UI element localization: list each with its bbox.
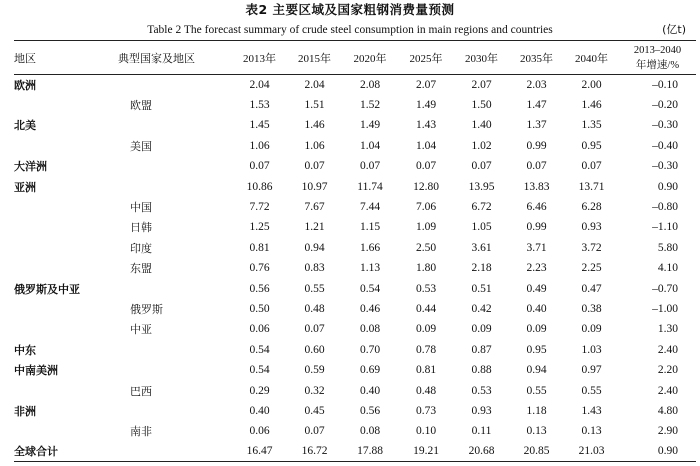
value-cell: 0.81 <box>249 241 270 254</box>
growth-cell: –0.10 <box>652 78 678 91</box>
value-cell: 1.80 <box>415 262 437 275</box>
value-cell: 0.88 <box>471 364 492 377</box>
growth-cell: –0.40 <box>652 139 678 152</box>
value-cell: 2.50 <box>415 241 437 254</box>
table-row <box>14 197 696 217</box>
year-column-header: 2035年 <box>509 41 564 75</box>
subregion-cell <box>118 360 232 380</box>
table-row <box>14 278 696 298</box>
growth-header-line2: 年增速/% <box>635 59 680 71</box>
value-cell: 1.53 <box>249 99 270 112</box>
value-cell: 0.13 <box>581 425 602 438</box>
value-cell: 2.00 <box>581 78 602 91</box>
value-cell: 6.46 <box>526 201 547 214</box>
value-cell: 0.29 <box>249 384 270 397</box>
value-cell: 0.51 <box>471 282 492 295</box>
table-row <box>14 421 696 441</box>
subregion-cell: 巴西 <box>130 384 152 398</box>
value-cell: 1.66 <box>359 241 381 254</box>
value-cell: 10.97 <box>301 180 328 193</box>
subregion-cell <box>118 176 232 196</box>
value-cell: 1.49 <box>359 119 381 132</box>
value-cell: 1.04 <box>359 139 381 152</box>
table-row <box>14 95 696 115</box>
table-body <box>14 75 696 462</box>
value-cell: 0.32 <box>304 384 325 397</box>
value-cell: 0.55 <box>304 282 325 295</box>
region-cell <box>14 95 118 115</box>
growth-cell: 2.40 <box>657 384 678 397</box>
value-cell: 0.48 <box>415 384 437 397</box>
value-cell: 0.08 <box>359 425 381 438</box>
subregion-cell <box>118 340 232 360</box>
subregion-cell <box>118 401 232 421</box>
value-cell: 0.44 <box>415 302 437 315</box>
table-row <box>14 442 696 462</box>
table-row <box>14 360 696 380</box>
growth-cell: 2.40 <box>657 343 678 356</box>
region-cell: 俄罗斯及中亚 <box>14 282 80 296</box>
growth-cell: –1.00 <box>652 302 678 315</box>
subregion-cell <box>118 115 232 135</box>
region-cell: 中东 <box>14 343 36 357</box>
value-cell: 1.06 <box>249 139 270 152</box>
year-column-header: 2013年 <box>232 41 287 75</box>
growth-cell: 4.80 <box>657 404 678 417</box>
subregion-cell: 东盟 <box>130 262 152 276</box>
value-cell: 1.18 <box>526 404 547 417</box>
region-cell: 亚洲 <box>14 180 36 194</box>
table-row <box>14 115 696 135</box>
region-cell <box>14 319 118 339</box>
region-cell: 北美 <box>14 119 36 133</box>
table-row <box>14 319 696 339</box>
value-cell: 1.35 <box>581 119 602 132</box>
growth-cell: 0.90 <box>619 442 696 462</box>
value-cell: 0.53 <box>415 282 437 295</box>
value-cell: 0.87 <box>471 343 492 356</box>
value-cell: 7.67 <box>304 201 325 214</box>
value-cell: 0.53 <box>471 384 492 397</box>
value-cell: 0.07 <box>415 160 437 173</box>
growth-header-line1: 2013–2040 <box>633 44 682 56</box>
table-row <box>14 176 696 196</box>
value-cell: 6.28 <box>581 201 602 214</box>
value-cell: 1.43 <box>581 404 602 417</box>
value-cell: 0.54 <box>249 364 270 377</box>
year-column-header: 2025年 <box>398 41 454 75</box>
value-cell: 0.10 <box>415 425 437 438</box>
value-cell: 21.03 <box>564 442 619 462</box>
value-cell: 0.07 <box>581 160 602 173</box>
value-cell: 1.13 <box>359 262 381 275</box>
value-cell: 0.09 <box>526 323 547 336</box>
growth-cell: –0.30 <box>652 119 678 132</box>
value-cell: 0.48 <box>304 302 325 315</box>
value-cell: 1.02 <box>471 139 492 152</box>
value-cell: 1.52 <box>359 99 381 112</box>
value-cell: 0.54 <box>249 343 270 356</box>
value-cell: 0.07 <box>526 160 547 173</box>
value-cell: 1.37 <box>526 119 547 132</box>
subregion-cell: 中国 <box>130 201 152 215</box>
region-cell <box>14 421 118 441</box>
value-cell: 7.06 <box>415 201 437 214</box>
value-cell: 11.74 <box>357 180 383 193</box>
value-cell: 2.07 <box>415 78 437 91</box>
value-cell: 0.08 <box>359 323 381 336</box>
value-cell: 0.07 <box>359 160 381 173</box>
value-cell: 1.06 <box>304 139 325 152</box>
value-cell: 0.69 <box>359 364 381 377</box>
value-cell: 0.40 <box>359 384 381 397</box>
growth-column-header <box>619 41 696 75</box>
region-cell <box>14 238 118 258</box>
unit-label: (亿t) <box>662 23 686 36</box>
value-cell: 1.09 <box>415 221 437 234</box>
value-cell: 0.56 <box>359 404 381 417</box>
value-cell: 0.42 <box>471 302 492 315</box>
value-cell: 1.49 <box>415 99 437 112</box>
year-column-header: 2030年 <box>454 41 509 75</box>
growth-cell: –1.10 <box>652 221 678 234</box>
value-cell: 1.50 <box>471 99 492 112</box>
value-cell: 0.70 <box>359 343 381 356</box>
subregion-cell: 南非 <box>130 425 152 439</box>
value-cell: 0.13 <box>526 425 547 438</box>
subregion-cell <box>118 442 232 462</box>
value-cell: 0.40 <box>526 302 547 315</box>
value-cell: 0.93 <box>581 221 602 234</box>
value-cell: 17.88 <box>342 442 398 462</box>
value-cell: 10.86 <box>246 180 273 193</box>
value-cell: 16.47 <box>232 442 287 462</box>
subregion-cell <box>118 278 232 298</box>
table-title-cn: 表2 主要区域及国家粗钢消费量预测 <box>245 2 455 17</box>
table-row <box>14 401 696 421</box>
table-header-row <box>14 41 696 75</box>
value-cell: 0.45 <box>304 404 325 417</box>
region-cell <box>14 380 118 400</box>
value-cell: 2.04 <box>249 78 270 91</box>
subregion-cell: 欧盟 <box>130 99 152 113</box>
value-cell: 0.59 <box>304 364 325 377</box>
region-cell <box>14 258 118 278</box>
value-cell: 0.09 <box>471 323 492 336</box>
value-cell: 2.07 <box>471 78 492 91</box>
value-cell: 0.07 <box>249 160 270 173</box>
value-cell: 0.56 <box>249 282 270 295</box>
subregion-cell: 美国 <box>130 139 152 153</box>
subregion-column-header: 典型国家及地区 <box>118 41 232 75</box>
subregion-cell: 中亚 <box>130 323 152 337</box>
region-cell: 中南美洲 <box>14 364 58 378</box>
subregion-cell <box>118 75 232 95</box>
value-cell: 0.99 <box>526 139 547 152</box>
year-column-header: 2020年 <box>342 41 398 75</box>
steel-consumption-table <box>14 40 696 462</box>
value-cell: 1.25 <box>249 221 270 234</box>
value-cell: 0.76 <box>249 262 270 275</box>
value-cell: 0.60 <box>304 343 325 356</box>
value-cell: 0.94 <box>304 241 325 254</box>
region-cell: 非洲 <box>14 404 36 418</box>
table-row <box>14 75 696 95</box>
region-cell <box>14 217 118 237</box>
value-cell: 20.85 <box>509 442 564 462</box>
value-cell: 0.97 <box>581 364 602 377</box>
table-row <box>14 238 696 258</box>
region-cell: 欧洲 <box>14 78 36 92</box>
table-row <box>14 136 696 156</box>
value-cell: 2.25 <box>581 262 602 275</box>
value-cell: 0.55 <box>526 384 547 397</box>
value-cell: 0.47 <box>581 282 602 295</box>
table-row <box>14 299 696 319</box>
value-cell: 0.07 <box>471 160 492 173</box>
region-cell <box>14 299 118 319</box>
value-cell: 1.47 <box>526 99 547 112</box>
growth-cell: 1.30 <box>657 323 678 336</box>
region-cell: 大洋洲 <box>14 160 47 174</box>
year-column-header: 2015年 <box>287 41 342 75</box>
value-cell: 0.50 <box>249 302 270 315</box>
value-cell: 2.04 <box>304 78 325 91</box>
value-cell: 0.06 <box>249 425 270 438</box>
value-cell: 1.40 <box>471 119 492 132</box>
subregion-cell: 俄罗斯 <box>130 302 163 316</box>
growth-cell: –0.30 <box>652 160 678 173</box>
value-cell: 0.09 <box>581 323 602 336</box>
value-cell: 13.71 <box>578 180 605 193</box>
value-cell: 3.72 <box>581 241 602 254</box>
value-cell: 1.46 <box>581 99 602 112</box>
value-cell: 0.93 <box>471 404 492 417</box>
value-cell: 19.21 <box>398 442 454 462</box>
value-cell: 0.94 <box>526 364 547 377</box>
value-cell: 0.06 <box>249 323 270 336</box>
value-cell: 1.45 <box>249 119 270 132</box>
value-cell: 1.05 <box>471 221 492 234</box>
value-cell: 7.44 <box>359 201 381 214</box>
table-row <box>14 380 696 400</box>
value-cell: 1.15 <box>359 221 381 234</box>
table-title-en: Table 2 The forecast summary of crude steel consumption in main regions and countries <box>147 24 553 36</box>
subregion-cell: 印度 <box>130 241 152 255</box>
region-cell: 全球合计 <box>14 442 118 462</box>
value-cell: 1.21 <box>304 221 325 234</box>
value-cell: 0.07 <box>304 323 325 336</box>
value-cell: 0.54 <box>359 282 381 295</box>
subregion-cell <box>118 156 232 176</box>
value-cell: 6.72 <box>471 201 492 214</box>
year-column-header: 2040年 <box>564 41 619 75</box>
value-cell: 2.08 <box>359 78 381 91</box>
value-cell: 0.81 <box>415 364 437 377</box>
table-row <box>14 156 696 176</box>
value-cell: 0.78 <box>415 343 437 356</box>
value-cell: 3.71 <box>526 241 547 254</box>
growth-cell: 2.90 <box>657 425 678 438</box>
value-cell: 13.83 <box>523 180 550 193</box>
value-cell: 0.49 <box>526 282 547 295</box>
subregion-cell: 日韩 <box>130 221 152 235</box>
value-cell: 0.09 <box>415 323 437 336</box>
value-cell: 0.11 <box>471 425 492 438</box>
value-cell: 0.40 <box>249 404 270 417</box>
table-row <box>14 340 696 360</box>
value-cell: 0.83 <box>304 262 325 275</box>
value-cell: 0.38 <box>581 302 602 315</box>
value-cell: 2.03 <box>526 78 547 91</box>
value-cell: 7.72 <box>249 201 270 214</box>
growth-cell: –0.20 <box>652 99 678 112</box>
region-cell <box>14 197 118 217</box>
value-cell: 1.03 <box>581 343 602 356</box>
value-cell: 12.80 <box>413 180 439 193</box>
value-cell: 2.18 <box>471 262 492 275</box>
growth-cell: –0.70 <box>652 282 678 295</box>
value-cell: 0.07 <box>304 160 325 173</box>
growth-cell: 2.20 <box>657 364 678 377</box>
value-cell: 0.95 <box>526 343 547 356</box>
region-column-header: 地区 <box>14 41 118 75</box>
value-cell: 0.46 <box>359 302 381 315</box>
region-cell <box>14 136 118 156</box>
value-cell: 0.73 <box>415 404 437 417</box>
value-cell: 2.23 <box>526 262 547 275</box>
growth-cell: 4.10 <box>657 262 678 275</box>
value-cell: 1.04 <box>415 139 437 152</box>
value-cell: 1.46 <box>304 119 325 132</box>
value-cell: 3.61 <box>471 241 492 254</box>
table-row <box>14 258 696 278</box>
table-row <box>14 217 696 237</box>
value-cell: 0.55 <box>581 384 602 397</box>
value-cell: 1.51 <box>304 99 325 112</box>
value-cell: 0.99 <box>526 221 547 234</box>
value-cell: 0.07 <box>304 425 325 438</box>
value-cell: 0.95 <box>581 139 602 152</box>
value-cell: 20.68 <box>454 442 509 462</box>
value-cell: 16.72 <box>287 442 342 462</box>
growth-cell: 0.90 <box>657 180 678 193</box>
value-cell: 1.43 <box>415 119 437 132</box>
value-cell: 13.95 <box>468 180 495 193</box>
growth-cell: –0.80 <box>652 201 678 214</box>
growth-cell: 5.80 <box>657 241 678 254</box>
